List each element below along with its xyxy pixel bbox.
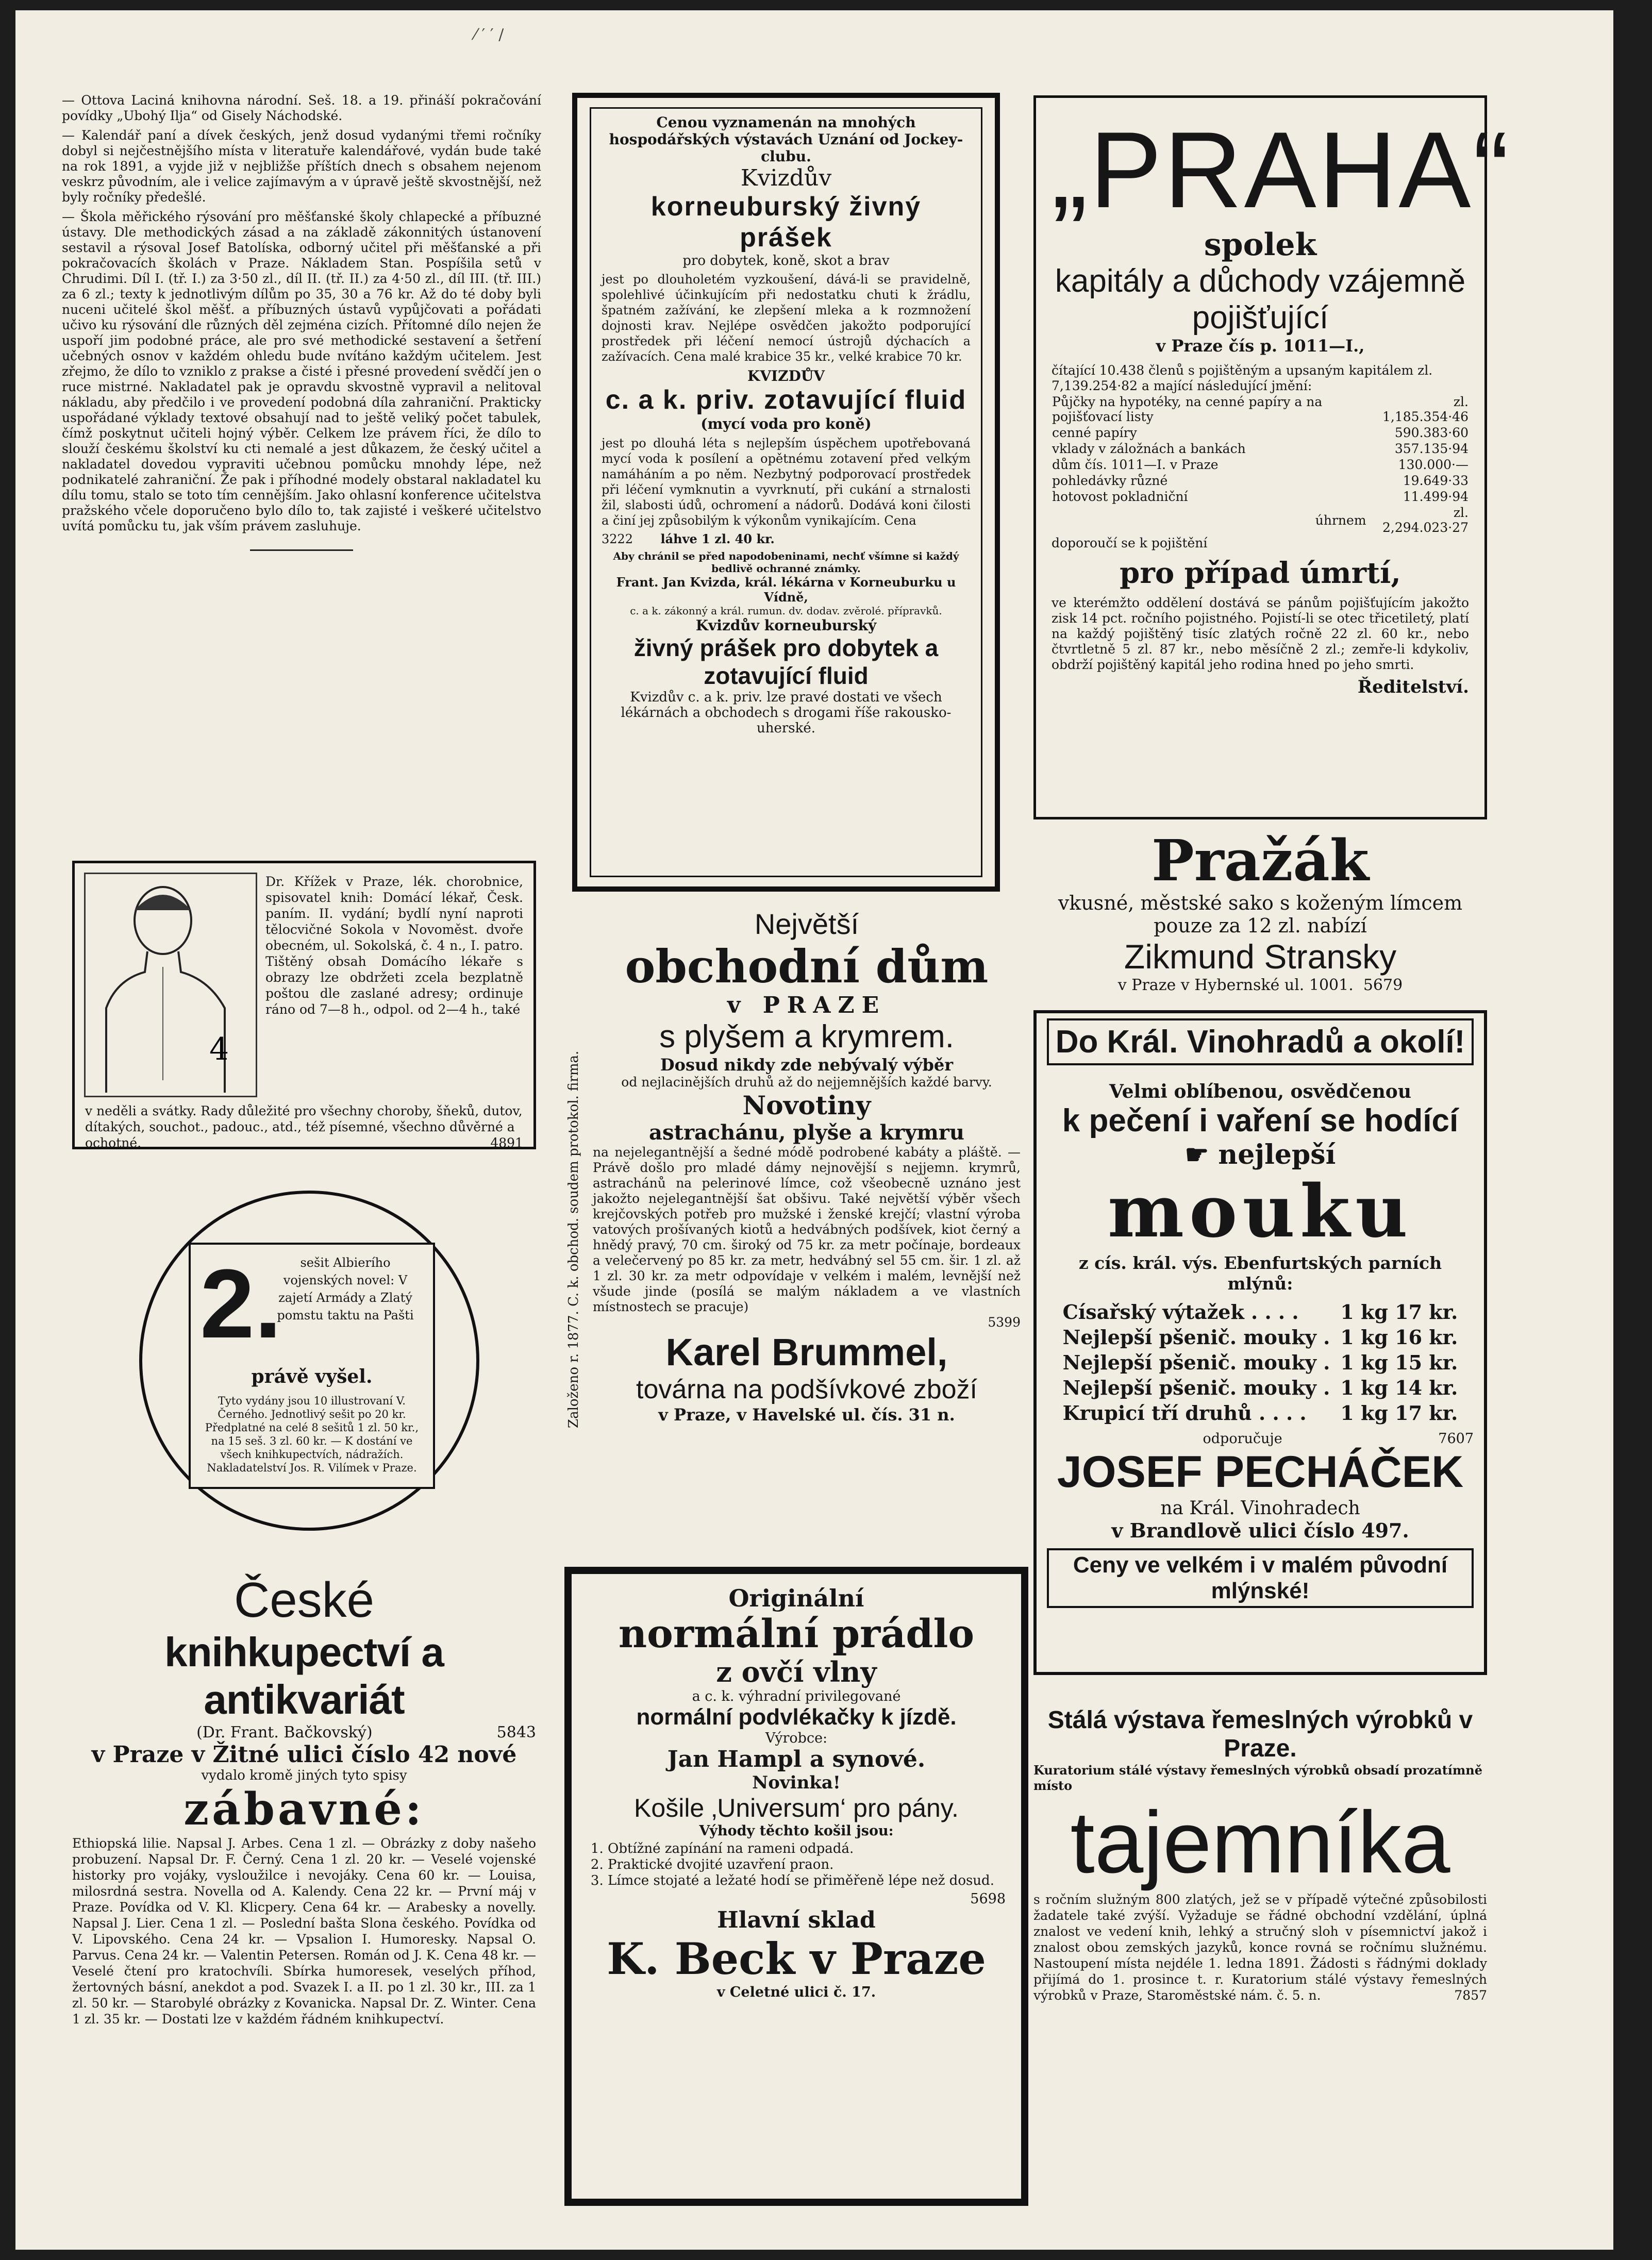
table-row — [1058, 1325, 1463, 1350]
brummel-main — [593, 907, 1021, 1425]
brummel-largest: Největší — [754, 908, 859, 940]
kvizda-price: láhve 1 zl. 40 kr. — [660, 531, 775, 546]
krizek-bottom-text: v neděli a svátky. Rady důležité pro všechny choroby, šňeků, dutov, dítakých, souchot., padouc., atd., též písemné, všechno důvěrné a ochotné. — [85, 1103, 523, 1150]
beck-advantage-list — [603, 1841, 1006, 1889]
flour-name: Nejlepší pšenič. mouky . — [1062, 1351, 1330, 1374]
pechacek-header: Do Král. Vinohradů a okolí! — [1047, 1018, 1474, 1065]
flour-price: 1 kg 14 kr. — [1340, 1376, 1458, 1399]
prazak-title: Pražák — [1152, 827, 1369, 894]
pechacek-mills: z cís. král. výs. Ebenfurtských parních mlýnů: — [1078, 1253, 1442, 1294]
pechacek-flour: mouku — [1107, 1169, 1413, 1254]
praha-subtitle: kapitály a důchody vzájemně pojišťující — [1055, 263, 1466, 336]
row-label: Půjčky na hypotéky, na cenné papíry a na pojišťovací listy — [1052, 394, 1323, 424]
exhibition-intro: Kuratorium stálé výstavy řemeslných výrobků obsadí prozatímně místo — [1033, 1763, 1483, 1793]
ad-number: 4891 — [490, 1135, 523, 1150]
table-row — [1058, 1350, 1463, 1375]
pointing-hand-icon: ☛ — [1184, 1139, 1219, 1170]
beck-wool: z ovčí vlny — [716, 1655, 877, 1688]
bookshop-ad — [72, 1572, 536, 2196]
kvizda-product3: živný prášek pro dobytek a — [633, 634, 939, 661]
table-row — [1052, 394, 1469, 425]
pechacek-town: na Král. Vinohradech — [1160, 1498, 1360, 1519]
exhibition-title: Stálá výstava řemeslných výrobků v Praze. — [1047, 1706, 1473, 1762]
prazak-name: Zikmund Stransky — [1124, 938, 1397, 976]
pechacek-recommend-row — [1047, 1431, 1474, 1447]
pechacek-footer: Ceny ve velkém i v malém původní mlýnské! — [1047, 1548, 1474, 1608]
brummel-subtitle: s plyšem a krymrem. — [659, 1019, 954, 1054]
brummel-side-text: Založeno r. 1877. C. k. obchod. soudem protokol. firma. — [566, 1050, 581, 1429]
row-label: cenné papíry — [1052, 425, 1137, 440]
kvizda-maker: Frant. Jan Kvizda, král. lékárna v Korneuburku u Vídně, — [616, 575, 956, 605]
kvizda-brand: Kvizdův — [740, 165, 832, 191]
ad-number: 5679 — [1363, 976, 1403, 994]
krizek-text: Dr. Křížek v Praze, lék. chorobnice, spisovatel knih: Domácí lékař, Česk. paním. II. vydání; bydlí nyní naproti tělocvičné Sokola v Novoměst. dvoře obecném, ul. Sokolská, č. 4 n., I. patro. Tištěný obsah Domácího lékaře s obrazy lze obdržeti zcela bezplatně poštou dle zaslané adresy; ordinuje ráno od 7—8 h., odpol. od 2—4 h., také — [265, 874, 523, 1017]
secretary-title: tajemníka — [1070, 1794, 1450, 1891]
flour-price: 1 kg 15 kr. — [1340, 1351, 1458, 1374]
table-row — [1052, 457, 1469, 473]
kvizda-sub1: pro dobytek, koně, skot a brav — [682, 253, 890, 269]
pechacek-best-label: nejlepší — [1218, 1139, 1336, 1170]
flour-name: Nejlepší pšenič. mouky . — [1062, 1326, 1330, 1349]
pechacek-best — [1047, 1139, 1474, 1170]
brummel-name: Karel Brummel, — [665, 1331, 948, 1374]
kvizda-body2: jest po dlouhá léta s nejlepším úspěchem upotřebovaná mycí voda k posílení a opětnému zotavení před velkým namáháním a po něm. Nezbytný podporovací prostředek při léčení vymknutin a vyvrknutí, při cukání a strnalosti žil, slabosti údů, ochromení a nádorů. Dodává koni čilosti a činí jej způsobilým k výkonům vynikajícím. Cena — [602, 436, 971, 528]
praha-assets-table — [1052, 394, 1469, 535]
brummel-city: v PRAZE — [727, 992, 887, 1018]
table-row — [1058, 1400, 1463, 1426]
ad-number: 5843 — [496, 1723, 536, 1742]
beck-store-label: Hlavní sklad — [717, 1907, 876, 1933]
newspaper-page — [15, 10, 1613, 2250]
issue-number: 2. — [200, 1249, 282, 1359]
kvizda-maker2: c. a k. zákonný a král. rumun. dv. dodav. zvěrolé. přípravků. — [630, 605, 942, 617]
albieri-details: Tyto vydány jsou 10 illustrovaní V. Černého. Jednotlivý sešit po 20 kr. Předplatné na celé 8 sešitů 1 zl. 50 kr., na 15 seš. 3 zl. 60 kr. — K dostání ve všech knihkupectvích, nádražích. Nakladatelství Jos. R. Vilímek v Praze. — [205, 1395, 419, 1474]
kvizda-warning: Aby chránil se před napodobeninami, nechť všímne si každý bedlivě ochranné známky. — [613, 550, 959, 575]
brummel-address: v Praze, v Havelské ul. čís. 31 n. — [658, 1405, 955, 1425]
notice-skola: — Škola měřického rýsování pro měšťanské školy chlapecké a příbuzné ústavy. Dle methodických zásad a na základě zákonnitých ústanovení sestavil a rýsoval Josef Batolíska, odborný učitel při měšťanské a při pokračovacích školách v Praze. Nákladem Stan. Pospíšila setů v Chrudimi. Díl I. (tř. I.) za 3·50 zl., díl II. (tř. II.) za 4·50 zl., díl III. (tř. III.) za 6 zl.; texty k jednotlivým dílům po 35, 30 a 76 kr. Až do té doby byli nuceni učitelé škol měšť. a příbuzných ústavů vypůjčovati a pořádati učivo ku rýsování dle různých děl zejména cizích. Přítomné dílo nejen že uspoří jim podobné práce, ale pro své methodické sestavení a šetření učebných osnov v každém ohledu bude nvítáno každým učitelem. Jest zřejmo, že dílo to vzniklo z prakse a čisté i přesné provedení svědčí jen o ruce mistrné. Nakladatel pak je opravdu skvostně vypravil a nelitoval nákladu, aby předčilo i ve provedení podobná díla zahraniční. Prakticky uspořádané výklady textové obsahují nad to ještě veliký počet tabulek, čímž poskytnut učiteli hojný výběr. Celkem lze právem říci, že dílo to slouží českému školství ku cti nemalé a jest důkazem, že český učitel a nakladatel dovedou vypraviti učebnou pomůcku mnohdy lépe, než podnikatelé zahraniční. Že pak i příhodné modely obstaral nakladatel ku dílu tomu, stalo se toto tím cennějším. Jako ohlasní konference učitelstva pražského včele doporučeno bylo dílo to, tak zajisté i veškeré učitelstvo uvítá pomůcku tu, jak vším právem zasluhuje. — [62, 209, 541, 533]
beck-underwear: normální podvlékačky k jízdě. — [636, 1704, 957, 1730]
flour-price: 1 kg 16 kr. — [1340, 1326, 1458, 1349]
ad-number: 3222 — [602, 532, 633, 546]
kvizda-frame — [590, 107, 982, 877]
row-amount: zl. 1,185.354·46 — [1382, 394, 1469, 424]
pencil-mark: ⁄ ′ ′ / — [474, 26, 504, 44]
flour-name: Krupicí tří druhů . . . . — [1062, 1401, 1307, 1425]
beck-address: v Celetné ulici č. 17. — [716, 1984, 876, 2000]
flour-price: 1 kg 17 kr. — [1340, 1300, 1458, 1324]
beck-advantages: Výhody těchto košil jsou: — [699, 1823, 894, 1839]
beck-maker: Jan Hampl a synové. — [667, 1746, 926, 1772]
list-item: 2. Praktické dvojité uzavření praon. — [608, 1857, 1006, 1873]
table-row — [1052, 505, 1469, 535]
bookshop-address: v Praze v Žitné ulici číslo 42 nové — [91, 1742, 517, 1768]
kvizda-brand3: Kvizdův korneuburský — [695, 617, 877, 634]
man-figure-icon — [86, 874, 253, 1093]
beck-name: K. Beck v Praze — [607, 1933, 986, 1984]
secretary-body — [1033, 1891, 1487, 2003]
kvizda-product3b: zotavující fluid — [704, 662, 869, 689]
brummel-materials: astrachánu, plyše a krymru — [649, 1120, 964, 1145]
prazak-text: vkusné, městské sako s koženým límcem pouze za 12 zl. nabízí — [1058, 892, 1463, 937]
ad-number: 5399 — [988, 1315, 1021, 1330]
notice-kalendar: — Kalendář paní a dívek českých, jenž dosud vydanými třemi ročníky dobyl si nejčestnějšího místa v literatuře kalendářové, vydán bude také na rok 1891, a vyjde již v nejbližše příštích dnech s obsahem nejenom veskrz původním, ale i velice zajímavým a v úpravě ještě skvostnější, než byly ročníky předešlé. — [62, 128, 541, 205]
bookshop-owner-row — [72, 1723, 536, 1742]
prazak-address: v Praze v Hybernské ul. 1001. — [1117, 976, 1354, 994]
row-amount: zl. 2,294.023·27 — [1382, 505, 1469, 535]
brummel-factory: továrna na podšívkové zboží — [636, 1375, 977, 1404]
svg-text:4: 4 — [209, 1031, 229, 1067]
bookshop-title: knihkupectví a antikvariát — [164, 1629, 444, 1722]
beck-original: Originální — [728, 1584, 864, 1612]
brummel-title: obchodní dům — [625, 940, 989, 993]
prazak-address-row — [1033, 976, 1487, 994]
row-amount: 590.383·60 — [1394, 425, 1469, 440]
kvizda-product2: c. a k. priv. zotavující fluid — [605, 385, 967, 415]
list-item: 1. Obtížné zapínání na rameni odpadá. — [608, 1841, 1006, 1857]
praha-address: v Praze čís p. 1011—I., — [1156, 336, 1365, 356]
beck-maker-label: Výrobce: — [765, 1730, 828, 1746]
albieri-title: sešit Albierího vojenských novel: V zajetí Armády a Zlatý pomstu taktu na Pašti — [277, 1255, 414, 1322]
beck-news: Novinka! — [752, 1772, 841, 1793]
table-row — [1052, 441, 1469, 457]
ad-number: 7857 — [1454, 1988, 1487, 2003]
row-label: úhrnem — [1315, 512, 1366, 528]
brummel-ad — [566, 907, 1026, 1577]
beck-privileged: a c. k. výhradní privilegované — [692, 1688, 901, 1704]
list-item: 3. Límce stojaté a ležaté hodí se přiměřeně lépe než dosud. — [608, 1873, 1006, 1889]
bookshop-list: Ethiopská lilie. Napsal J. Arbes. Cena 1 zl. — Obrázky z doby našeho probuzení. Napsal Dr. F. Černý. Cena 1 zl. 20 kr. — Veselé vojenské historky pro vojáky, vysloužilce i nevojáky. Cena 60 kr. — Louisa, milosrdná sestra. Novella od A. Kalendy. Cena 22 kr. — První máj v Praze. Povídka od V. Kl. Klicpery. Cena 64 kr. — Arabesky a novelly. Napsal J. Lier. Cena 1 zl. — Poslední bašta Slona českého. Povídka od V. Lipovského. Cena 24 kr. — Vpsalion I. Humoresky. Napsal O. Parvus. Cena 24 kr. — Valentin Petersen. Román od J. K. Cena 48 kr. — Veselé čtení pro kratochvíli. Sbírka humoresek, veselých příhod, žertovných básní, anekdot a pod. Svazek I. a II. po 1 zl. 30 kr., III. za 1 zl. 50 kr. — Starobylé obrázky z Kovanicka. Napsal Dr. Z. Winter. Cena 1 zl. 35 kr. — Dostati lze v každém řádném knihkupectví. — [72, 1836, 536, 2027]
table-row — [1052, 473, 1469, 489]
row-label: pohledávky různé — [1052, 473, 1168, 488]
row-amount: 357.135·94 — [1394, 441, 1469, 456]
notice-ottova: — Ottova Laciná knihovna národní. Seš. 18. a 19. přináší pokračování povídky „Ubohý Ilja“ od Gisely Náchodské. — [62, 93, 541, 123]
beck-ad — [564, 1567, 1028, 2206]
brummel-choice: Dosud nikdy zde nebývalý výběr — [660, 1055, 954, 1075]
portrait-illustration — [84, 873, 257, 1097]
kvizda-price-row — [602, 531, 971, 547]
table-row — [1058, 1375, 1463, 1400]
krizek-ad — [72, 861, 536, 1149]
prazak-ad — [1033, 827, 1487, 995]
bookshop-owner: (Dr. Frant. Bačkovský) — [196, 1723, 373, 1742]
brummel-novelties: Novotiny — [742, 1090, 871, 1120]
praha-death-case: pro případ úmrtí, — [1120, 556, 1401, 590]
kvizda-body1: jest po dlouholetém vyzkoušení, dává-li se pravidelně, spolehlivé účinkujícím při nedostatku chuti k žrádlu, špatném zažívání, ke zlepšení mleka a k rozmnožení dojnosti krav. Nejlépe osvědčen jakožto podporující prostředek při léčení nemocí ústrojů dýchacích a zažívacích. Cena malé krabice 35 kr., velké krabice 70 kr. — [602, 272, 971, 364]
albieri-frame — [189, 1243, 435, 1489]
pechacek-price-table — [1058, 1299, 1463, 1426]
praha-body: ve kterémžto oddělení dostává se pánům pojišťujícím jakožto zisk 14 pct. ročního pojistného. Pojistí-li se otec třicetiletý, platí na každý pojištěný tisíc zlatých ročně 22 zl. 60 kr., nebo čtvrtletně 5 zl. 87 kr., nebo měsíčně 2 zl.; zemře-li kdykoliv, obdrží pojištěný kapitál jeho rodina hned po jeho smrti. — [1052, 595, 1469, 672]
pechacek-baking: k pečení i vaření se hodící — [1062, 1103, 1459, 1139]
divider — [250, 549, 353, 551]
kvizda-brand2: KVIZDŮV — [747, 367, 825, 384]
praha-insurance-ad — [1033, 95, 1511, 819]
secretary-ad — [1033, 1706, 1487, 2201]
table-row — [1052, 425, 1469, 441]
pechacek-recommend: odporučuje — [1203, 1431, 1282, 1447]
row-amount: 11.499·94 — [1403, 489, 1469, 504]
flour-name: Císařský výtažek . . . . — [1062, 1300, 1299, 1324]
notices-column — [62, 93, 541, 566]
table-row — [1052, 489, 1469, 505]
secretary-text: s ročním služným 800 zlatých, jež se v případě výtečné způsobilosti žadatele také zvýší. Vyžaduje se řádné obchodní vzdělání, úplná znalost ve vedení knih, lehký a stručný sloh v písemnictví jakož i znalost obou zemských jazyků, konce rovná se ročnímu služnému. Nastoupení místa nejdéle 1. ledna 1891. Žádosti s řádnými doklady přijímá do 1. prosince t. r. Kuratorium stálé výstavy řemeslných výrobků v Praze, Staroměstské nám. č. 5. n. — [1033, 1892, 1487, 2003]
brummel-body: na nejelegantnější a šedné módě podrobené kabáty a pláště. — Právě došlo pro mladé dámy nejnovější s nejjemn. krymrů, astrachánů na pelerinové límce, což všeobecně uznáno jest jakožto nejelegantnější šat obšivu. Také největší výběr všech krejčovských potřeb pro mužské i ženské krejčí; vlastní výroba vatových prošívaných kiotů a hedvábných podšívek, kiot černý a hnědý pravý, 70 cm. široký od 75 kr. za metr počínaje, bordeaux a velečervený po 85 kr. za metr, hedvábný sel 55 cm. šir. 1 zl. až 1 zl. 30 kr. za metr odpovídaje v velkém i malém, levnější než všude jinde (posílá se malým nákladem a ve vlastních místnostech se pracuje) — [593, 1145, 1021, 1314]
row-label: vklady v záložnách a bankách — [1052, 441, 1246, 456]
bookshop-intro: vydalo kromě jiných tyto spisy — [201, 1768, 407, 1783]
ad-number: 7607 — [1438, 1431, 1474, 1447]
praha-recommend: doporoučí se k pojištění — [1052, 535, 1208, 550]
row-label: hotovost pokladniční — [1052, 489, 1188, 504]
kvizda-product1: korneuburský živný prášek — [650, 192, 922, 253]
bookshop-category: zábavné: — [183, 1783, 425, 1835]
beck-shirt: Košile ‚Universum‘ pro pány. — [634, 1794, 959, 1822]
row-label: dům čís. 1011—I. v Praze — [1052, 457, 1219, 472]
praha-signature: Ředitelství. — [1357, 677, 1469, 697]
pechacek-name: JOSEF PECHÁČEK — [1057, 1447, 1464, 1497]
kvizda-foot: Kvizdův c. a k. priv. lze pravé dostati ve všech lékárnách a obchodech s drogami říše rakousko-uherské. — [621, 690, 952, 736]
albieri-ad — [139, 1191, 479, 1531]
brummel-range: od nejlacinějších druhů až do nejjemnějších každé barvy. — [621, 1075, 992, 1090]
beck-title: normální prádlo — [618, 1611, 975, 1656]
kvizda-sub2: (mycí voda pro koně) — [700, 415, 872, 432]
praha-logo: „PRAHA“ — [1052, 109, 1511, 230]
flour-price: 1 kg 17 kr. — [1340, 1401, 1458, 1425]
table-row — [1058, 1299, 1463, 1325]
kvizda-award: Cenou vyznamenán na mnohých hospodářských výstavách Uznání od Jockey-clubu. — [609, 114, 963, 165]
row-amount: 19.649·33 — [1403, 473, 1469, 488]
krizek-bottom — [85, 1103, 523, 1151]
praha-spolek: spolek — [1204, 227, 1317, 263]
pechacek-ad — [1033, 1010, 1487, 1675]
pechacek-address: v Brandlově ulici číslo 497. — [1111, 1519, 1409, 1542]
bookshop-heading: České — [233, 1572, 375, 1628]
praha-members: čítající 10.438 členů s pojištěným a upsaným kapitálem zl. 7,139.254·82 a mající následující jmění: — [1052, 363, 1433, 393]
pechacek-popular: Velmi oblíbenou, osvědčenou — [1109, 1081, 1411, 1102]
row-amount: 130.000·— — [1398, 457, 1469, 472]
kvizda-ad — [572, 93, 1000, 892]
flour-name: Nejlepší pšenič. mouky . — [1062, 1376, 1330, 1399]
albieri-released: právě vyšel. — [251, 1366, 373, 1387]
ad-number: 5698 — [970, 1891, 1006, 1907]
